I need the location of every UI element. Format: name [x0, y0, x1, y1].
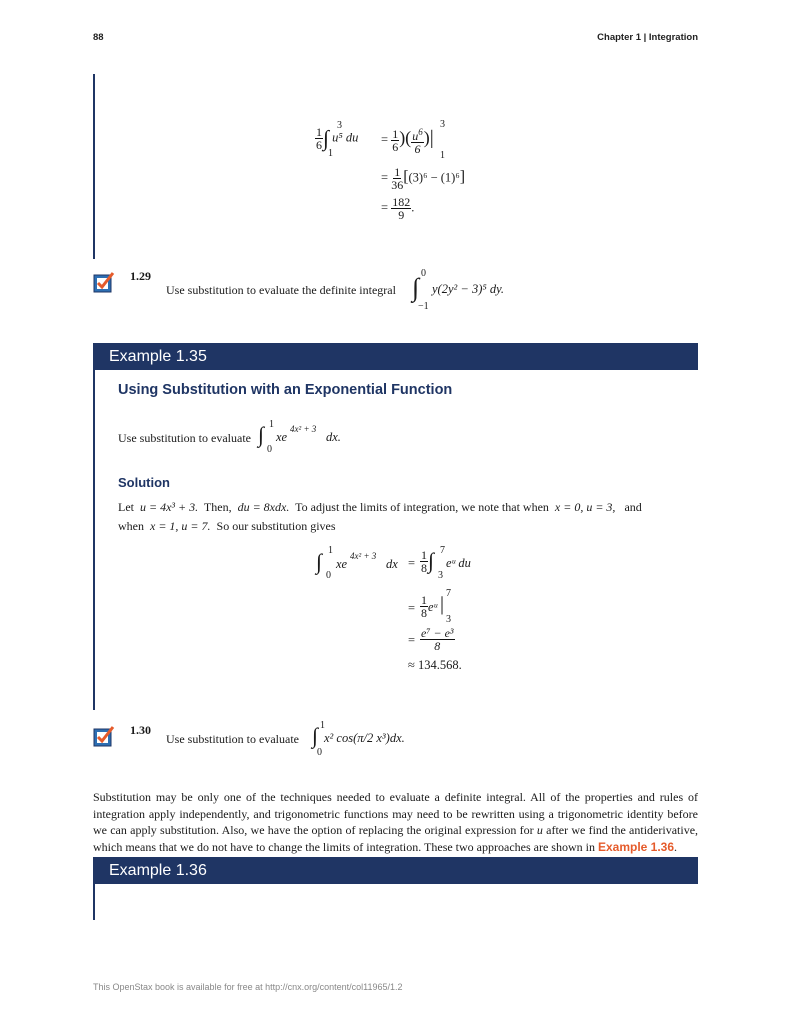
example-link[interactable]: Example 1.36 — [597, 839, 675, 854]
example-banner: Example 1.35 — [93, 343, 698, 370]
example-side-bar — [93, 884, 95, 920]
integrand-exponent: 4x² + 3 — [290, 424, 317, 434]
checkpoint-number: 1.30 — [130, 723, 151, 737]
example-title: Using Substitution with an Exponential Function — [118, 382, 453, 398]
lower-limit: 0 — [267, 444, 272, 455]
integrand: y(2y² − 3)⁵ dy. — [432, 282, 505, 296]
upper-limit: 1 — [269, 419, 274, 430]
example-integral: ∫ 1 0 xe 4x² + 3 dx. — [258, 419, 341, 455]
upper-limit: 0 — [421, 268, 426, 279]
example-banner: Example 1.36 — [93, 857, 698, 884]
differential: dx. — [326, 430, 341, 444]
coef-fraction: $\frac{1}{6}$ — [316, 125, 322, 152]
lower-limit: 1 — [328, 148, 333, 159]
checkpoint-integral: ∫ 1 0 x² cos(π/2 x³)dx. — [312, 720, 405, 758]
example-side-bar — [93, 74, 95, 259]
integrand: u⁵ du — [332, 130, 359, 145]
solution-equations: ∫ 1 0 xe 4x² + 3 dx = $\frac{1}{8}$ ∫ 7 3 eᵘ du = $\frac{1}{8}$ eᵘ | 7 3 = $\frac{\text{e⁷ − e³}}{8}$ ≈ 134.568. — [316, 545, 471, 672]
row2-body: (3)⁶ − (1)⁶ — [408, 170, 460, 185]
checkpoint-text: Use substitution to evaluate — [166, 732, 299, 746]
checkpoint-text: Use substitution to evaluate the definite integral — [166, 283, 396, 297]
integrand: x² cos(π/2 x³)dx. — [324, 731, 405, 745]
checkpoint-icon — [93, 271, 115, 293]
solution-line-1: Let u = 4x³ + 3. Then, du = 8xdx. To adjust the limits of integration, we note that when x = 0, u = 3, and — [118, 500, 642, 514]
page-number: 88 — [93, 32, 104, 43]
checkpoint-integral: ∫ 0 −1 y(2y² − 3)⁵ dy. — [412, 268, 505, 312]
integrand-base: xe — [276, 430, 288, 444]
lower-limit: −1 — [418, 301, 429, 312]
solution-line-2: when x = 1, u = 7. So our substitution gives — [118, 519, 336, 533]
result-den: 9 — [398, 208, 405, 222]
solution-label: Solution — [118, 475, 170, 490]
eval-upper: 3 — [440, 119, 445, 130]
checkpoint-icon — [93, 725, 115, 747]
body-paragraph: Substitution may be only one of the techniques needed to evaluate a definite integral. All of the properties and rules of integration apply independently, and trigonometric functions may need to be rewritten using a trigonometric identity before we can apply substitution. Also, we have the option of replacing the original expression for u after we find the antiderivative, which means that we do not have to change the limits of integration. These two approaches are shown in Example 1.36. — [93, 790, 699, 854]
example-prompt: Use substitution to evaluate — [118, 431, 251, 445]
eval-lower: 1 — [440, 150, 445, 161]
upper-limit: 3 — [337, 120, 342, 131]
integral-evaluation: $\frac{1}{6}$ ∫ u⁵ du 3 1 = $\frac{1}{6}$ )( $\frac{u^6}{6}$ )| 3 1 = $\frac{1}{36}$ [(3)⁶ − (1)⁶] = $\frac{182}{9}$ . — [316, 119, 466, 222]
upper-limit: 1 — [320, 720, 325, 731]
lower-limit: 0 — [317, 747, 322, 758]
chapter-title: Chapter 1 | Integration — [597, 32, 698, 43]
footer-notice: This OpenStax book is available for free at http://cnx.org/content/col11965/1.2 — [93, 982, 403, 992]
example-side-bar — [93, 370, 95, 710]
checkpoint-number: 1.29 — [130, 269, 151, 283]
result-num: 182 — [392, 195, 411, 209]
